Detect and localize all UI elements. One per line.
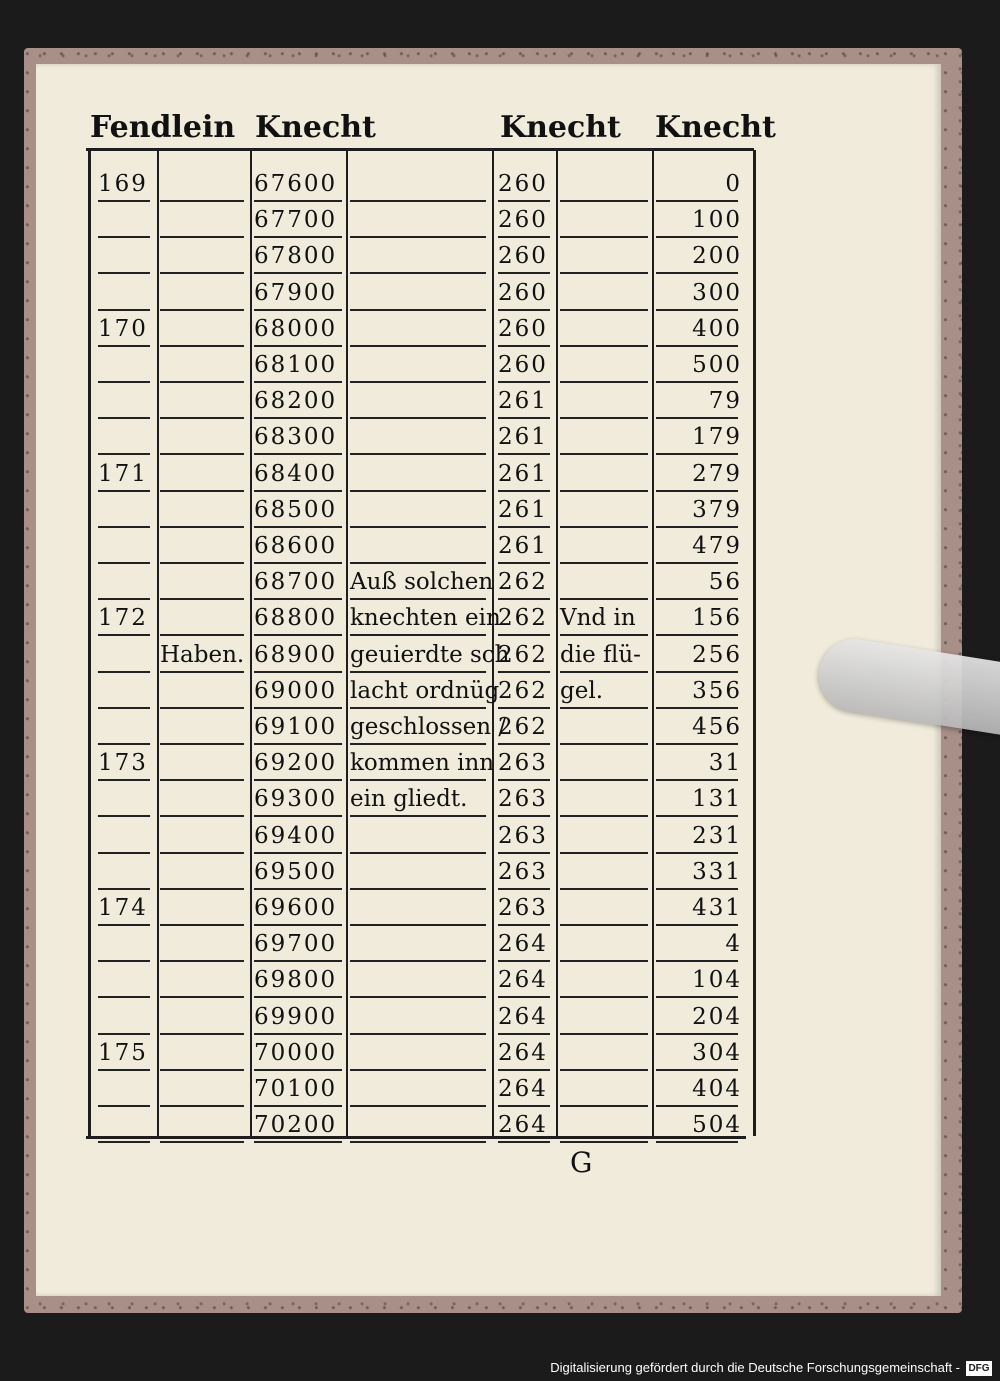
header-knecht-1: Knecht — [255, 110, 376, 145]
table-row — [0, 275, 1000, 311]
cell-k3: 500 — [692, 352, 742, 378]
table-row — [0, 564, 1000, 600]
table-row — [0, 347, 1000, 383]
cell-t: kommen inn — [350, 750, 495, 777]
cell-k1: 68600 — [254, 533, 338, 559]
cell-k2: 262 — [498, 714, 548, 740]
cell-b: die flü- — [560, 641, 641, 668]
table-row — [0, 999, 1000, 1035]
cell-k3: 0 — [725, 171, 742, 197]
row-rule — [350, 1141, 486, 1143]
cell-t: ein gliedt. — [350, 786, 468, 813]
cell-k2: 260 — [498, 315, 548, 342]
table-row — [0, 1071, 1000, 1107]
cell-k1: 68500 — [254, 496, 338, 523]
cell-f: 169 — [98, 171, 148, 197]
cell-k1: 68800 — [254, 605, 338, 632]
row-rule — [160, 1141, 244, 1143]
cell-k1: 67900 — [254, 279, 338, 306]
cell-k2: 261 — [498, 496, 548, 523]
cell-t: geuierdte sch — [350, 641, 510, 668]
cell-k1: 68000 — [254, 315, 338, 342]
table-row — [0, 456, 1000, 492]
cell-k2: 262 — [498, 569, 548, 596]
header-knecht-3: Knecht — [655, 110, 776, 145]
cell-k3: 104 — [692, 967, 742, 994]
table-row — [0, 854, 1000, 890]
table-row — [0, 709, 1000, 745]
cell-k3: 331 — [692, 858, 742, 885]
cell-b: gel. — [560, 677, 604, 704]
cell-k2: 260 — [498, 207, 548, 234]
cell-k1: 70000 — [254, 1039, 338, 1066]
cell-f: 171 — [98, 460, 148, 487]
cell-f: 170 — [98, 315, 148, 342]
cell-k1: 69100 — [254, 714, 338, 740]
cell-k3: 79 — [708, 388, 742, 415]
cell-k3: 356 — [692, 677, 742, 704]
cell-k2: 261 — [498, 533, 548, 559]
table-row — [0, 926, 1000, 962]
table-row — [0, 166, 1000, 202]
cell-k3: 504 — [692, 1112, 742, 1139]
cell-k3: 400 — [692, 315, 742, 342]
cell-k2: 264 — [498, 1039, 548, 1066]
cell-k1: 69800 — [254, 967, 338, 994]
cell-t: knechten ein — [350, 605, 501, 632]
cell-k3: 300 — [692, 279, 742, 306]
cell-k1: 69600 — [254, 895, 338, 921]
cell-k2: 261 — [498, 424, 548, 451]
cell-a: Haben. — [160, 641, 245, 668]
cell-k3: 479 — [692, 533, 742, 559]
cell-k1: 68400 — [254, 460, 338, 487]
table-row — [0, 962, 1000, 998]
cell-k2: 260 — [498, 279, 548, 306]
cell-k3: 456 — [692, 714, 742, 740]
cell-k2: 263 — [498, 786, 548, 813]
cell-k3: 31 — [708, 750, 742, 777]
cell-k2: 261 — [498, 388, 548, 415]
cell-k3: 279 — [692, 460, 742, 487]
cell-k2: 261 — [498, 460, 548, 487]
cell-k1: 69300 — [254, 786, 338, 813]
cell-f: 174 — [98, 895, 148, 921]
cell-k3: 100 — [692, 207, 742, 234]
cell-k2: 264 — [498, 1112, 548, 1139]
cell-f: 172 — [98, 605, 148, 632]
cell-k1: 68900 — [254, 641, 338, 668]
cell-k3: 4 — [725, 931, 742, 958]
cell-k3: 431 — [692, 895, 742, 921]
cell-k2: 263 — [498, 858, 548, 885]
table-row — [0, 1035, 1000, 1071]
cell-k1: 69200 — [254, 750, 338, 777]
cell-k1: 69700 — [254, 931, 338, 958]
cell-k3: 379 — [692, 496, 742, 523]
table-row — [0, 383, 1000, 419]
header-knecht-2: Knecht — [500, 110, 621, 145]
table-row — [0, 818, 1000, 854]
cell-t: lacht ordnüg — [350, 677, 500, 704]
cell-k2: 264 — [498, 931, 548, 958]
cell-k2: 260 — [498, 243, 548, 270]
cell-k1: 69400 — [254, 822, 338, 849]
cell-k2: 263 — [498, 750, 548, 777]
cell-k3: 131 — [692, 786, 742, 813]
table-row — [0, 528, 1000, 564]
cell-k3: 231 — [692, 822, 742, 849]
cell-k2: 264 — [498, 1003, 548, 1030]
cell-k3: 179 — [692, 424, 742, 451]
header-fendlein: Fendlein — [90, 110, 236, 145]
row-rule — [498, 1141, 550, 1143]
cell-k1: 70200 — [254, 1112, 338, 1139]
cell-k3: 304 — [692, 1039, 742, 1066]
bottom-rule — [86, 1136, 746, 1139]
table-row — [0, 890, 1000, 926]
cell-k2: 264 — [498, 967, 548, 994]
footer-text: Digitalisierung gefördert durch die Deutsche Forschungsgemeinschaft - — [550, 1360, 960, 1375]
table-row — [0, 202, 1000, 238]
dfg-logo-icon: DFG — [966, 1361, 992, 1376]
cell-f: 173 — [98, 750, 148, 777]
cell-k1: 68300 — [254, 424, 338, 451]
footer-bar — [0, 1355, 1000, 1381]
table-row — [0, 600, 1000, 636]
row-rule — [560, 1141, 648, 1143]
table-row — [0, 238, 1000, 274]
cell-k2: 263 — [498, 895, 548, 921]
cell-k2: 262 — [498, 677, 548, 704]
row-rule — [98, 1141, 150, 1143]
cell-b: Vnd in — [560, 605, 636, 632]
cell-k1: 69900 — [254, 1003, 338, 1030]
cell-f: 175 — [98, 1039, 148, 1066]
cell-k2: 262 — [498, 641, 548, 668]
cell-k2: 262 — [498, 605, 548, 632]
cell-k1: 68700 — [254, 569, 338, 596]
table-row — [0, 492, 1000, 528]
cell-t: Auß solchen — [350, 569, 494, 596]
table-row — [0, 311, 1000, 347]
cell-k3: 404 — [692, 1076, 742, 1102]
cell-k2: 260 — [498, 171, 548, 197]
cell-k1: 68100 — [254, 352, 338, 378]
row-rule — [254, 1141, 342, 1143]
cell-k1: 67600 — [254, 171, 338, 197]
cell-k1: 69000 — [254, 677, 338, 704]
cell-k2: 264 — [498, 1076, 548, 1102]
cell-k1: 69500 — [254, 858, 338, 885]
cell-k1: 68200 — [254, 388, 338, 415]
cell-k3: 204 — [692, 1003, 742, 1030]
cell-k1: 70100 — [254, 1076, 338, 1102]
cell-k1: 67800 — [254, 243, 338, 270]
cell-k3: 256 — [692, 641, 742, 668]
table-row — [0, 745, 1000, 781]
table-row — [0, 781, 1000, 817]
cell-k3: 56 — [708, 569, 742, 596]
cell-t: geschlossen / — [350, 714, 507, 740]
table-row — [0, 419, 1000, 455]
signature-mark: G — [570, 1146, 593, 1179]
cell-k3: 200 — [692, 243, 742, 270]
row-rule — [656, 1141, 738, 1143]
cell-k2: 260 — [498, 352, 548, 378]
cell-k2: 263 — [498, 822, 548, 849]
cell-k3: 156 — [692, 605, 742, 632]
cell-k1: 67700 — [254, 207, 338, 234]
